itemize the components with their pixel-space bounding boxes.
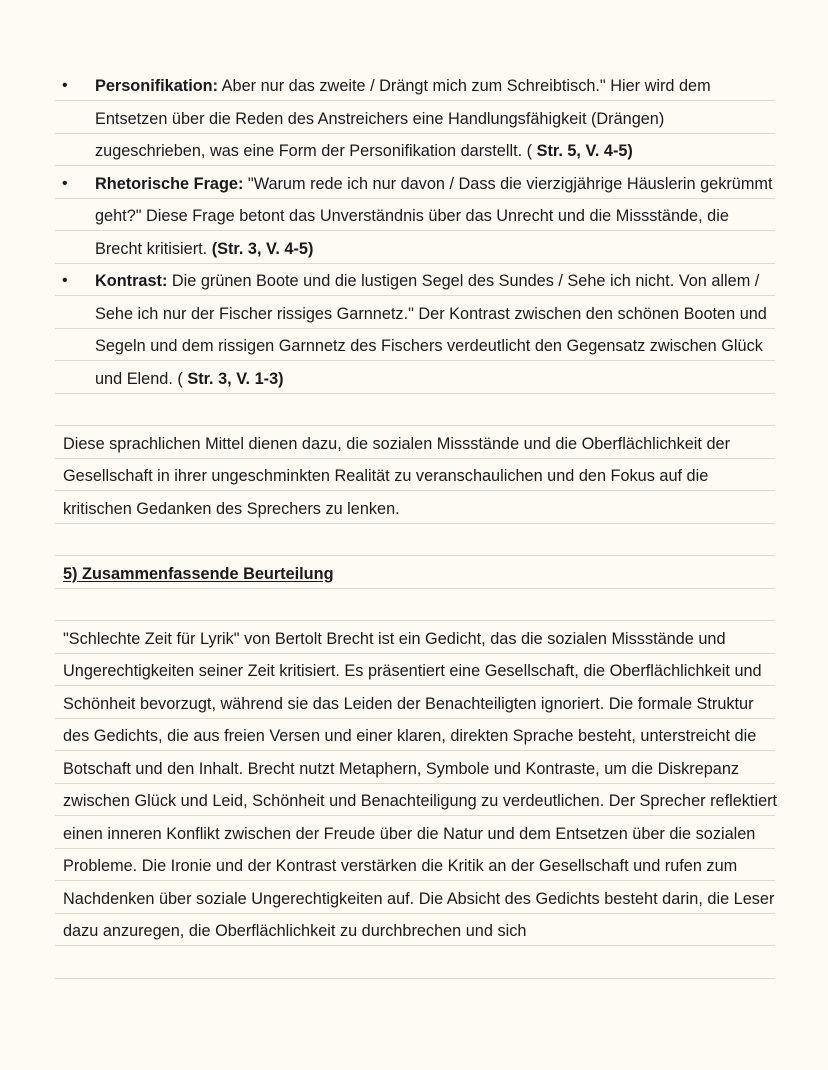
ruled-line (55, 978, 775, 979)
final-paragraph: "Schlechte Zeit für Lyrik" von Bertolt Brecht ist ein Gedicht, das die sozialen Missstände und Ungerechtigkeiten seiner Zeit kritisiert. Es präsentiert eine Gesellschaft, die Oberflächlichkeit und Schönheit bevorzugt, während sie das Leiden der Benachteiligten ignoriert. Die formale Struktur des Gedichts, die aus freien Versen und einer klaren, direkten Sprache besteht, unterstreicht die Botschaft und den Inhalt. Brecht nutzt Metaphern, Symbole und Kontraste, um die Diskrepanz zwischen Glück und Leid, Schönheit und Benachteiligung zu verdeutlichen. Der Sprecher reflektiert einen inneren Konflikt zwischen der Freude über die Natur und dem Entsetzen über die sozialen Probleme. Die Ironie und der Kontrast verstärken die Kritik an der Gesellschaft und rufen zum Nachdenken über soziale Ungerechtigkeiten auf. Die Absicht des Gedichts besteht darin, die Leser dazu anzuregen, die Oberflächlichkeit zu durchbrechen und sich (63, 629, 778, 940)
bullet-icon: • (62, 174, 68, 192)
document-content (0, 70, 828, 948)
list-item-kontrast (0, 265, 828, 395)
bullet-reference: (Str. 3, V. 4-5) (211, 239, 314, 258)
section-heading: 5) Zusammenfassende Beurteilung (63, 564, 334, 583)
bullet-term: Kontrast: (95, 272, 168, 290)
bullet-text: "Warum rede ich nur davon / Dass die vierzigjährige Häuslerin gekrümmt geht?" Diese Frage betont das Unverständnis über das Unrecht und die Missstände, die Brecht kritisiert. (95, 174, 773, 258)
bullet-text: Die grünen Boote und die lustigen Segel des Sundes / Sehe ich nicht. Von allem / Sehe ich nur der Fischer rissiges Garnnetz." Der Kontrast zwischen den schönen Booten und Segeln und dem rissigen Garnnetz des Fischers verdeutlicht den Gegensatz zwischen Glück und Elend. ( (95, 272, 767, 388)
bullet-text: Aber nur das zweite / Drängt mich zum Schreibtisch." Hier wird dem Entsetzen über die Reden des Anstreichers eine Handlungsfähigkeit (Drängen) zugeschrieben, was eine Form der Personifikation darstellt. ( (95, 77, 711, 160)
bullet-term: Rhetorische Frage: (95, 174, 244, 193)
spacer (0, 395, 828, 428)
summary-paragraph: Diese sprachlichen Mittel dienen dazu, die sozialen Missstände und die Oberflächlichkeit der Gesellschaft in ihrer ungeschminkten Realität zu veranschaulichen und den Fokus auf die kritischen Gedanken des Sprechers zu lenken. (63, 434, 730, 518)
spacer (0, 525, 828, 558)
list-item-rhetorische-frage (0, 168, 828, 266)
bullet-icon: • (62, 77, 68, 94)
bullet-reference: Str. 3, V. 1-3) (187, 369, 284, 388)
spacer (0, 590, 828, 623)
bullet-reference: Str. 5, V. 4-5) (536, 142, 633, 160)
bullet-icon: • (62, 272, 68, 289)
bullet-term: Personifikation: (95, 77, 219, 95)
list-item-personifikation (0, 70, 828, 168)
